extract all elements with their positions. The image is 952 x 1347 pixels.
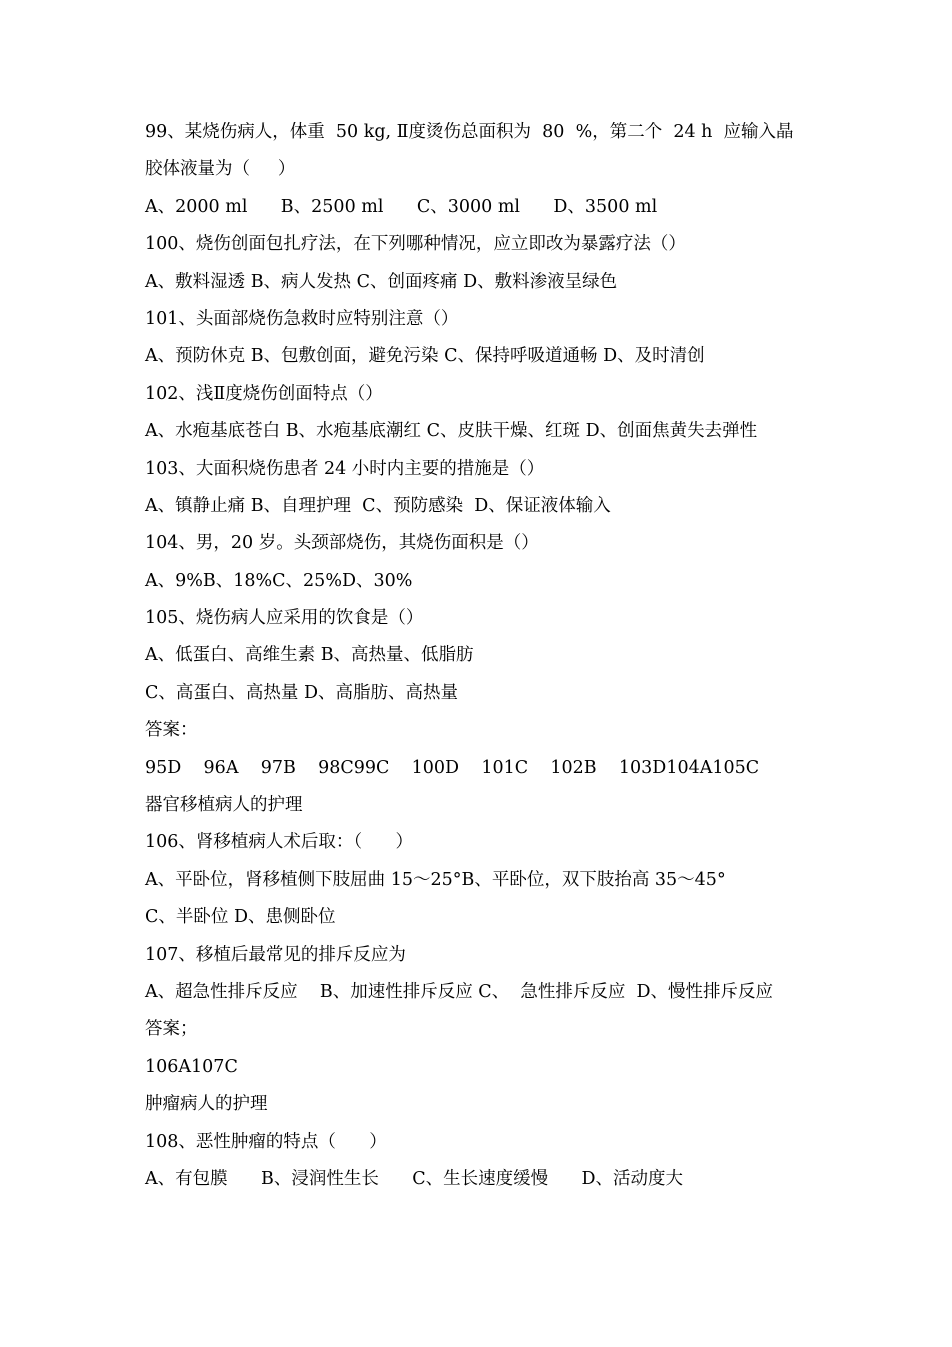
question-106-options-line2: C、半卧位 D、患侧卧位 [145, 907, 336, 928]
question-106-stem: 106、肾移植病人术后取：（ ） [145, 832, 414, 853]
question-103-options: A、镇静止痛 B、自理护理 C、预防感染 D、保证液体输入 [145, 495, 611, 516]
question-101-stem: 101、头面部烧伤急救时应特别注意（） [145, 308, 459, 329]
section-heading-organ-transplant: 器官移植病人的护理 [145, 795, 303, 816]
question-100-options: A、敷料湿透 B、病人发热 C、创面疼痛 D、敷料渗液呈绿色 [145, 271, 618, 292]
question-107-stem: 107、移植后最常见的排斥反应为 [145, 944, 406, 965]
question-102-stem: 102、浅Ⅱ度烧伤创面特点（） [145, 383, 383, 404]
document-content [145, 114, 825, 1198]
answers-list-2: 106A107C [145, 1056, 238, 1077]
question-108-stem: 108、恶性肿瘤的特点（ ） [145, 1131, 387, 1152]
section-heading-tumor: 肿瘤病人的护理 [145, 1094, 268, 1115]
answers-heading-2: 答案； [145, 1019, 198, 1040]
question-101-options: A、预防休克 B、包敷创面，避免污染 C、保持呼吸道通畅 D、及时清创 [145, 346, 705, 367]
question-104-stem: 104、男，20 岁。头颈部烧伤，其烧伤面积是（） [145, 533, 539, 554]
question-100-stem: 100、烧伤创面包扎疗法，在下列哪种情况，应立即改为暴露疗法（） [145, 234, 686, 255]
question-99-stem-line2: 胶体液量为（ ） [145, 159, 296, 180]
question-99-options: A、2000 ml B、2500 ml C、3000 ml D、3500 ml [145, 196, 658, 217]
question-105-stem: 105、烧伤病人应采用的饮食是（） [145, 608, 424, 629]
answers-list: 95D 96A 97B 98C99C 100D 101C 102B 103D104A105C [145, 757, 760, 778]
question-104-options: A、9%B、18%C、25%D、30% [145, 570, 413, 591]
answers-heading: 答案： [145, 720, 198, 741]
question-102-options: A、水疱基底苍白 B、水疱基底潮红 C、皮肤干燥、红斑 D、创面焦黄失去弹性 [145, 421, 758, 442]
question-107-options: A、超急性排斥反应 B、加速性排斥反应 C、 急性排斥反应 D、慢性排斥反应 [145, 981, 773, 1002]
question-99-stem-line1: 99、某烧伤病人，体重 50 kg, Ⅱ度烫伤总面积为 80 %，第二个 24 h 应输入晶 [145, 122, 794, 142]
question-106-options-line1: A、平卧位，肾移植侧下肢屈曲 15～25°B、平卧位，双下肢抬高 35～45° [145, 869, 726, 890]
question-108-options: A、有包膜 B、浸润性生长 C、生长速度缓慢 D、活动度大 [145, 1168, 684, 1189]
question-105-options-line2: C、高蛋白、高热量 D、高脂肪、高热量 [145, 682, 458, 703]
question-103-stem: 103、大面积烧伤患者 24 小时内主要的措施是（） [145, 458, 545, 479]
question-105-options-line1: A、低蛋白、高维生素 B、高热量、低脂肪 [145, 645, 474, 666]
